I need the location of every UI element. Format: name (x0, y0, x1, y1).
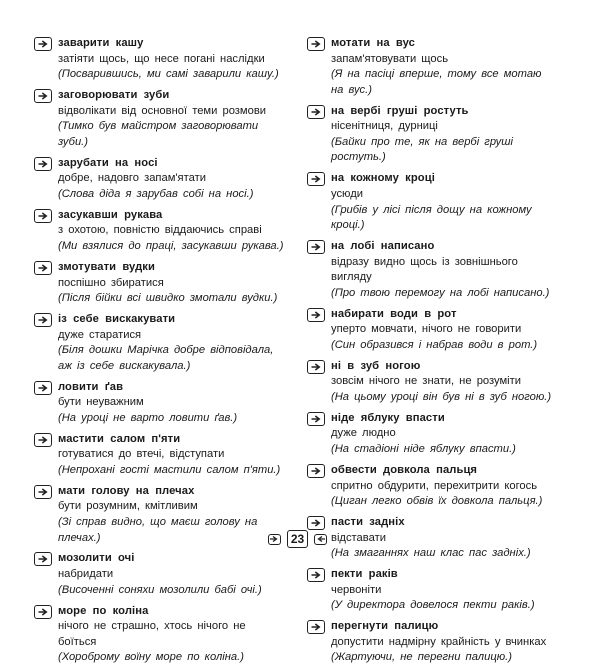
idiom-meaning: набридати (58, 568, 114, 581)
idiom-entry (34, 208, 284, 255)
right-arrow-icon (307, 240, 325, 254)
idiom-term: пасти задніх (331, 516, 405, 528)
idiom-term: мати голову на плечах (58, 484, 195, 497)
idiom-term: змотувати вудки (58, 260, 155, 273)
idiom-example: (Зі справ видно, що маєш голову на плечах.) (58, 516, 258, 544)
idiom-example: (Височенні соняхи мозолили бабі очі.) (58, 583, 262, 596)
idiom-example: (Хороброму воїну море по коліна.) (58, 651, 244, 664)
page-number: 23 (287, 530, 308, 548)
right-arrow-icon (34, 552, 52, 566)
idiom-entry (34, 260, 284, 307)
right-arrow-icon (307, 308, 325, 322)
idiom-example: (На стадіоні ніде яблуку впасти.) (331, 443, 516, 456)
idiom-meaning: затіяти щось, що несе погані наслідки (58, 52, 265, 65)
idiom-entry (34, 156, 284, 203)
idiom-meaning: запам'ятовувати щось (331, 52, 449, 65)
right-arrow-icon (307, 568, 325, 582)
idiom-entry (307, 619, 557, 666)
idiom-entry (307, 463, 557, 510)
idiom-example: (Непрохані гості мастили салом п'яти.) (58, 463, 281, 476)
right-arrow-icon (307, 37, 325, 51)
idiom-meaning: спритно обдурити, перехитрити когось (331, 479, 538, 492)
idiom-meaning: з охотою, повністю віддаючись справі (58, 224, 262, 237)
idiom-term: на лобі написано (331, 240, 435, 253)
right-column (307, 36, 557, 671)
idiom-example: (Циган легко обвів їх довкола пальця.) (331, 495, 543, 508)
idiom-entry (307, 171, 557, 233)
idiom-entry (34, 604, 284, 666)
idiom-meaning: бути неуважним (58, 396, 144, 409)
idiom-meaning: дуже людно (331, 427, 396, 440)
idiom-entry (34, 551, 284, 598)
idiom-meaning: уперто мовчати, нічого не говорити (331, 323, 522, 336)
idiom-example: (На цьому уроці він був ні в зуб ногою.) (331, 390, 552, 403)
idiom-example: (Після бійки всі швидко змотали вудки.) (58, 292, 278, 305)
idiom-example: (Біля дошки Марічка добре відповідала, аж із себе вискакувала.) (58, 344, 274, 372)
idiom-entry (307, 567, 557, 614)
idiom-term: ніде яблуку впасти (331, 411, 445, 424)
right-arrow-icon (34, 157, 52, 171)
right-arrow-icon (34, 485, 52, 499)
idiom-entry (307, 411, 557, 458)
idiom-meaning: нісенітниця, дурниці (331, 120, 438, 133)
idiom-meaning: бути розумним, кмітливим (58, 500, 198, 513)
idiom-term: мастити салом п'яти (58, 432, 181, 445)
idiom-entry (34, 312, 284, 374)
idiom-term: ні в зуб ногою (331, 359, 421, 372)
right-arrow-icon (307, 360, 325, 374)
idiom-example: (На змаганнях наш клас пас задніх.) (331, 547, 531, 560)
idiom-entry (34, 432, 284, 479)
idiom-meaning: відставати (331, 531, 386, 544)
right-arrow-icon (34, 605, 52, 619)
idiom-example: (На уроці не варто ловити ґав.) (58, 411, 238, 424)
idiom-meaning: усюди (331, 187, 363, 200)
idiom-example: (Ми взялися до праці, засукавши рукава.) (58, 240, 284, 253)
idiom-example: (Грибів у лісі після дощу на кожному кроці.) (331, 203, 532, 232)
idiom-meaning: поспішно збиратися (58, 276, 164, 289)
idiom-meaning: зовсім нічого не знати, не розуміти (331, 375, 522, 388)
idiom-meaning: добре, надовго запам'ятати (58, 172, 206, 185)
right-arrow-icon (307, 172, 325, 186)
idiom-term: засукавши рукава (58, 208, 163, 221)
right-arrow-icon (307, 105, 325, 119)
idiom-term: мозолити очі (58, 552, 135, 565)
idiom-example: (Слова діда я зарубав собі на носі.) (58, 187, 254, 200)
left-column (34, 36, 284, 671)
idiom-example: (Тимко був майстром заговорювати зуби.) (58, 120, 259, 148)
idiom-meaning: допустити надмірну крайність у вчинках (331, 635, 547, 648)
idiom-entry (34, 380, 284, 427)
right-arrow-icon (34, 433, 52, 447)
idiom-meaning: відразу видно щось із зовнішнього вигляду (331, 255, 518, 284)
idiom-entry (307, 307, 557, 354)
idiom-entry (307, 239, 557, 301)
right-arrow-icon (307, 464, 325, 478)
idiom-example: (У директора довелося пекти раків.) (331, 599, 535, 612)
right-arrow-icon (34, 209, 52, 223)
idiom-term: обвести довкола пальця (331, 463, 478, 476)
idiom-example: (Син образився і набрав води в рот.) (331, 338, 538, 351)
idiom-term: набирати води в рот (331, 307, 457, 320)
idiom-meaning: дуже старатися (58, 328, 142, 341)
right-arrow-icon (34, 37, 52, 51)
page-footer (0, 528, 595, 550)
idiom-entry (307, 36, 557, 98)
idiom-term: ловити ґав (58, 380, 124, 393)
idiom-meaning: готуватися до втечі, відступати (58, 448, 225, 461)
idiom-term: перегнути палицю (331, 620, 439, 633)
idiom-term: із себе вискакувати (58, 312, 176, 325)
idiom-example: (Про твою перемогу на лобі написано.) (331, 286, 550, 299)
idiom-example: (Я на пасіці вперше, тому все мотаю на вус.) (331, 68, 542, 96)
right-arrow-icon (268, 534, 281, 545)
idiom-term: зарубати на носі (58, 156, 158, 169)
idiom-meaning: нічого не страшно, хтось нічого не боїться (58, 620, 246, 648)
idiom-example: (Байки про те, як на вербі груші ростуть.) (331, 135, 514, 164)
right-arrow-icon (34, 381, 52, 395)
idiom-example: (Посварившись, ми самі заварили кашу.) (58, 68, 279, 81)
idiom-entry (34, 88, 284, 150)
idiom-example: (Жартуючи, не перегни палицю.) (331, 651, 512, 664)
right-arrow-icon (34, 313, 52, 327)
idiom-entry (307, 359, 557, 406)
idiom-term: море по коліна (58, 604, 149, 617)
right-arrow-icon (307, 620, 325, 634)
right-arrow-icon (34, 261, 52, 275)
idiom-entry (307, 104, 557, 166)
idiom-meaning: відволікати від основної теми розмови (58, 104, 267, 117)
left-arrow-icon (314, 534, 327, 545)
idiom-term: пекти раків (331, 568, 398, 581)
idiom-term: на кожному кроці (331, 172, 435, 185)
idiom-entry (34, 36, 284, 83)
right-arrow-icon (34, 89, 52, 103)
idiom-term: на вербі груші ростуть (331, 104, 469, 117)
idiom-meaning: червоніти (331, 583, 382, 596)
right-arrow-icon (307, 412, 325, 426)
idiom-term: заварити кашу (58, 37, 144, 49)
idiom-term: мотати на вус (331, 37, 415, 49)
idiom-term: заговорювати зуби (58, 89, 170, 102)
